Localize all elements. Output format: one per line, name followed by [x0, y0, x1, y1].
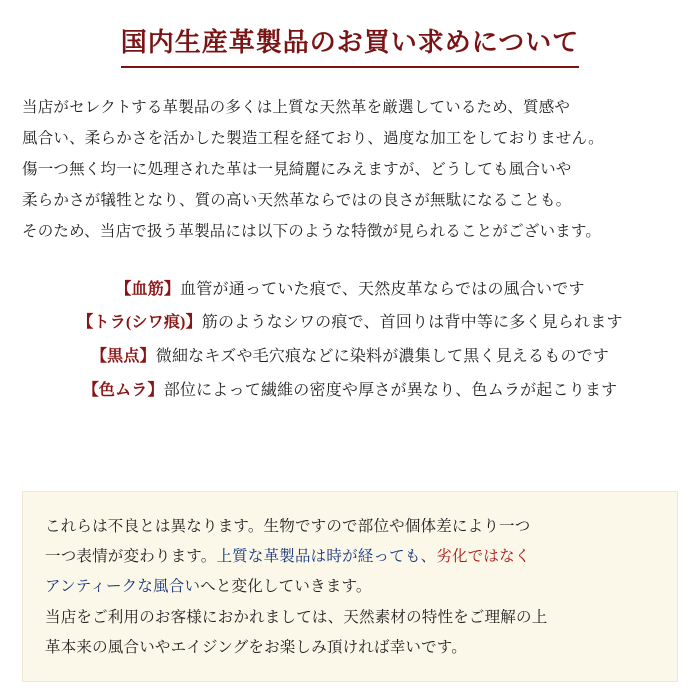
page-title: 国内生産革製品のお買い求めについて [121, 26, 579, 68]
note-text: 革本来の風合いやエイジングをお楽しみ頂ければ幸いです。 [45, 638, 467, 656]
feature-term: 【トラ(シワ痕)】 [77, 314, 202, 332]
feature-description: 血管が通っていた痕で、天然皮革ならではの風合いです [180, 280, 585, 298]
note-text: 当店をご利用のお客様におかれましては、天然素材の特性をご理解の上 [45, 608, 548, 626]
note-text: これらは不良とは異なります。生物ですので部位や個体差により一つ [45, 517, 531, 535]
note-text-highlight-red: 劣化ではなく [436, 548, 531, 566]
note-line [45, 633, 655, 663]
note-line [45, 603, 655, 633]
note-line [45, 572, 655, 602]
note-text: へと変化していきます。 [200, 578, 372, 596]
intro-paragraph [22, 92, 678, 247]
feature-item [0, 273, 700, 307]
feature-item [0, 374, 700, 408]
note-text: 一つ表情が変わります。 [45, 548, 217, 566]
intro-line: 風合い、柔らかさを活かした製造工程を経ており、過度な加工をしておりません。 [22, 129, 604, 147]
feature-description: 微細なキズや毛穴痕などに染料が濃集して黒く見えるものです [155, 347, 610, 365]
intro-line: そのため、当店で扱う革製品には以下のような特徴が見られることがございます。 [22, 222, 602, 240]
page-title-container [0, 0, 700, 68]
feature-description: 筋のようなシワの痕で、首回りは背中等に多く見られます [201, 314, 623, 332]
intro-line: 当店がセレクトする革製品の多くは上質な天然革を厳選しているため、質感や [22, 98, 571, 116]
feature-description: 部位によって繊維の密度や厚さが異なり、色ムラが起こります [163, 381, 618, 399]
note-line [45, 512, 655, 542]
note-line [45, 542, 655, 572]
feature-item [0, 340, 700, 374]
feature-list [0, 273, 700, 407]
feature-term: 【血筋】 [115, 280, 181, 298]
intro-line: 柔らかさが犠牲となり、質の高い天然革ならではの良さが無駄になることも。 [22, 191, 572, 209]
intro-line: 傷一つ無く均一に処理された革は一見綺麗にみえますが、どうしても風合いや [22, 160, 572, 178]
feature-item [0, 306, 700, 340]
feature-term: 【黒点】 [90, 347, 156, 365]
feature-term: 【色ムラ】 [82, 381, 164, 399]
note-box [22, 491, 678, 682]
note-text-highlight-navy: アンティークな風合い [45, 578, 201, 596]
note-text-highlight-navy: 上質な革製品は時が経っても、 [216, 548, 437, 566]
